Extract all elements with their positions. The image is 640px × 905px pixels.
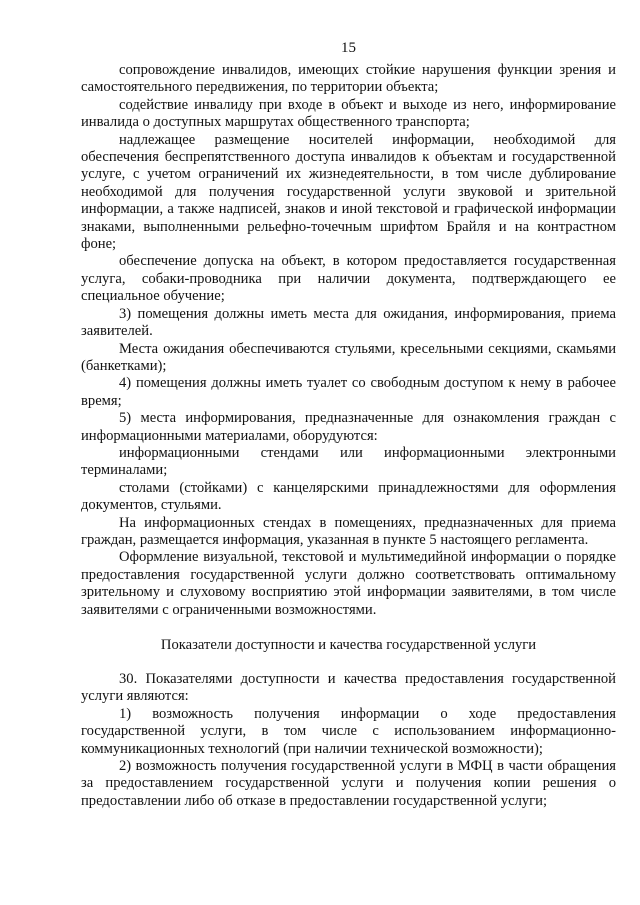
page-number: 15 [341,40,356,56]
paragraph-info-stands: информационными стендами или информационными электронными терминалами; [81,444,616,479]
paragraph-guide-dog: обеспечение допуска на объект, в котором предоставляется государственная услуга, собаки-проводника при наличии документа, подтверждающего ее специальное обучение; [81,253,616,305]
paragraph-information-places: 5) места информирования, предназначенные для ознакомления граждан с информационными материалами, оборудуются: [81,410,616,444]
paragraph-indicators-intro: 30. Показателями доступности и качества предоставления государственной услуги являются: [81,671,616,705]
paragraph-multimedia-design: Оформление визуальной, текстовой и мультимедийной информации о порядке предоставления государственной услуги должно соответствовать оптимальному зрительному и слуховому восприятию этой информации заявителями, в том числе заявителями с ограниченными возможностями. [81,549,616,618]
paragraph-indicator-1: 1) возможность получения информации о ходе предоставления государственной услуги, в том числе с использованием информационно-коммуникационных технологий (при наличии технической возможности); [81,705,616,757]
section-heading: Показатели доступности и качества государственной услуги [160,637,537,653]
paragraph-toilet: 4) помещения должны иметь туалет со свободным доступом к нему в рабочее время; [81,375,616,409]
paragraph-entry-assistance: содействие инвалиду при входе в объект и выходе из него, информирование инвалида о доступных маршрутах общественного транспорта; [81,96,616,131]
paragraph-indicator-2: 2) возможность получения государственной услуги в МФЦ в части обращения за предоставлением государственной услуги и получения копии решения о предоставлении либо об отказе в предоставлении государственной услуги; [81,758,616,809]
paragraph-desks: столами (стойками) с канцелярскими принадлежностями для оформления документов, стульями. [81,479,616,514]
section-heading-block [81,637,616,654]
body-text-block-1 [81,62,616,619]
paragraph-seating: Места ожидания обеспечиваются стульями, кресельными секциями, скамьями (банкетками); [81,340,616,374]
body-text-block-2 [81,671,616,810]
paragraph-information-carriers: надлежащее размещение носителей информации, необходимой для обеспечения беспрепятственного доступа инвалидов к объектам и государственной услуге, с учетом ограничений их жизнедеятельности, в том числе дублирование необходимой для получения государственной услуги звуковой и зрительной информации, а также надписей, знаков и иной текстовой и графической информации знаками, выполненными рельефно-точечным шрифтом Брайля и на контрастном фоне; [81,131,616,253]
paragraph-stand-information: На информационных стендах в помещениях, предназначенных для приема граждан, размещается информация, указанная в пункте 5 настоящего регламента. [81,514,616,548]
paragraph-waiting-areas: 3) помещения должны иметь места для ожидания, информирования, приема заявителей. [81,305,616,340]
paragraph-escort-disabled: сопровождение инвалидов, имеющих стойкие нарушения функции зрения и самостоятельного передвижения, по территории объекта; [81,62,616,96]
